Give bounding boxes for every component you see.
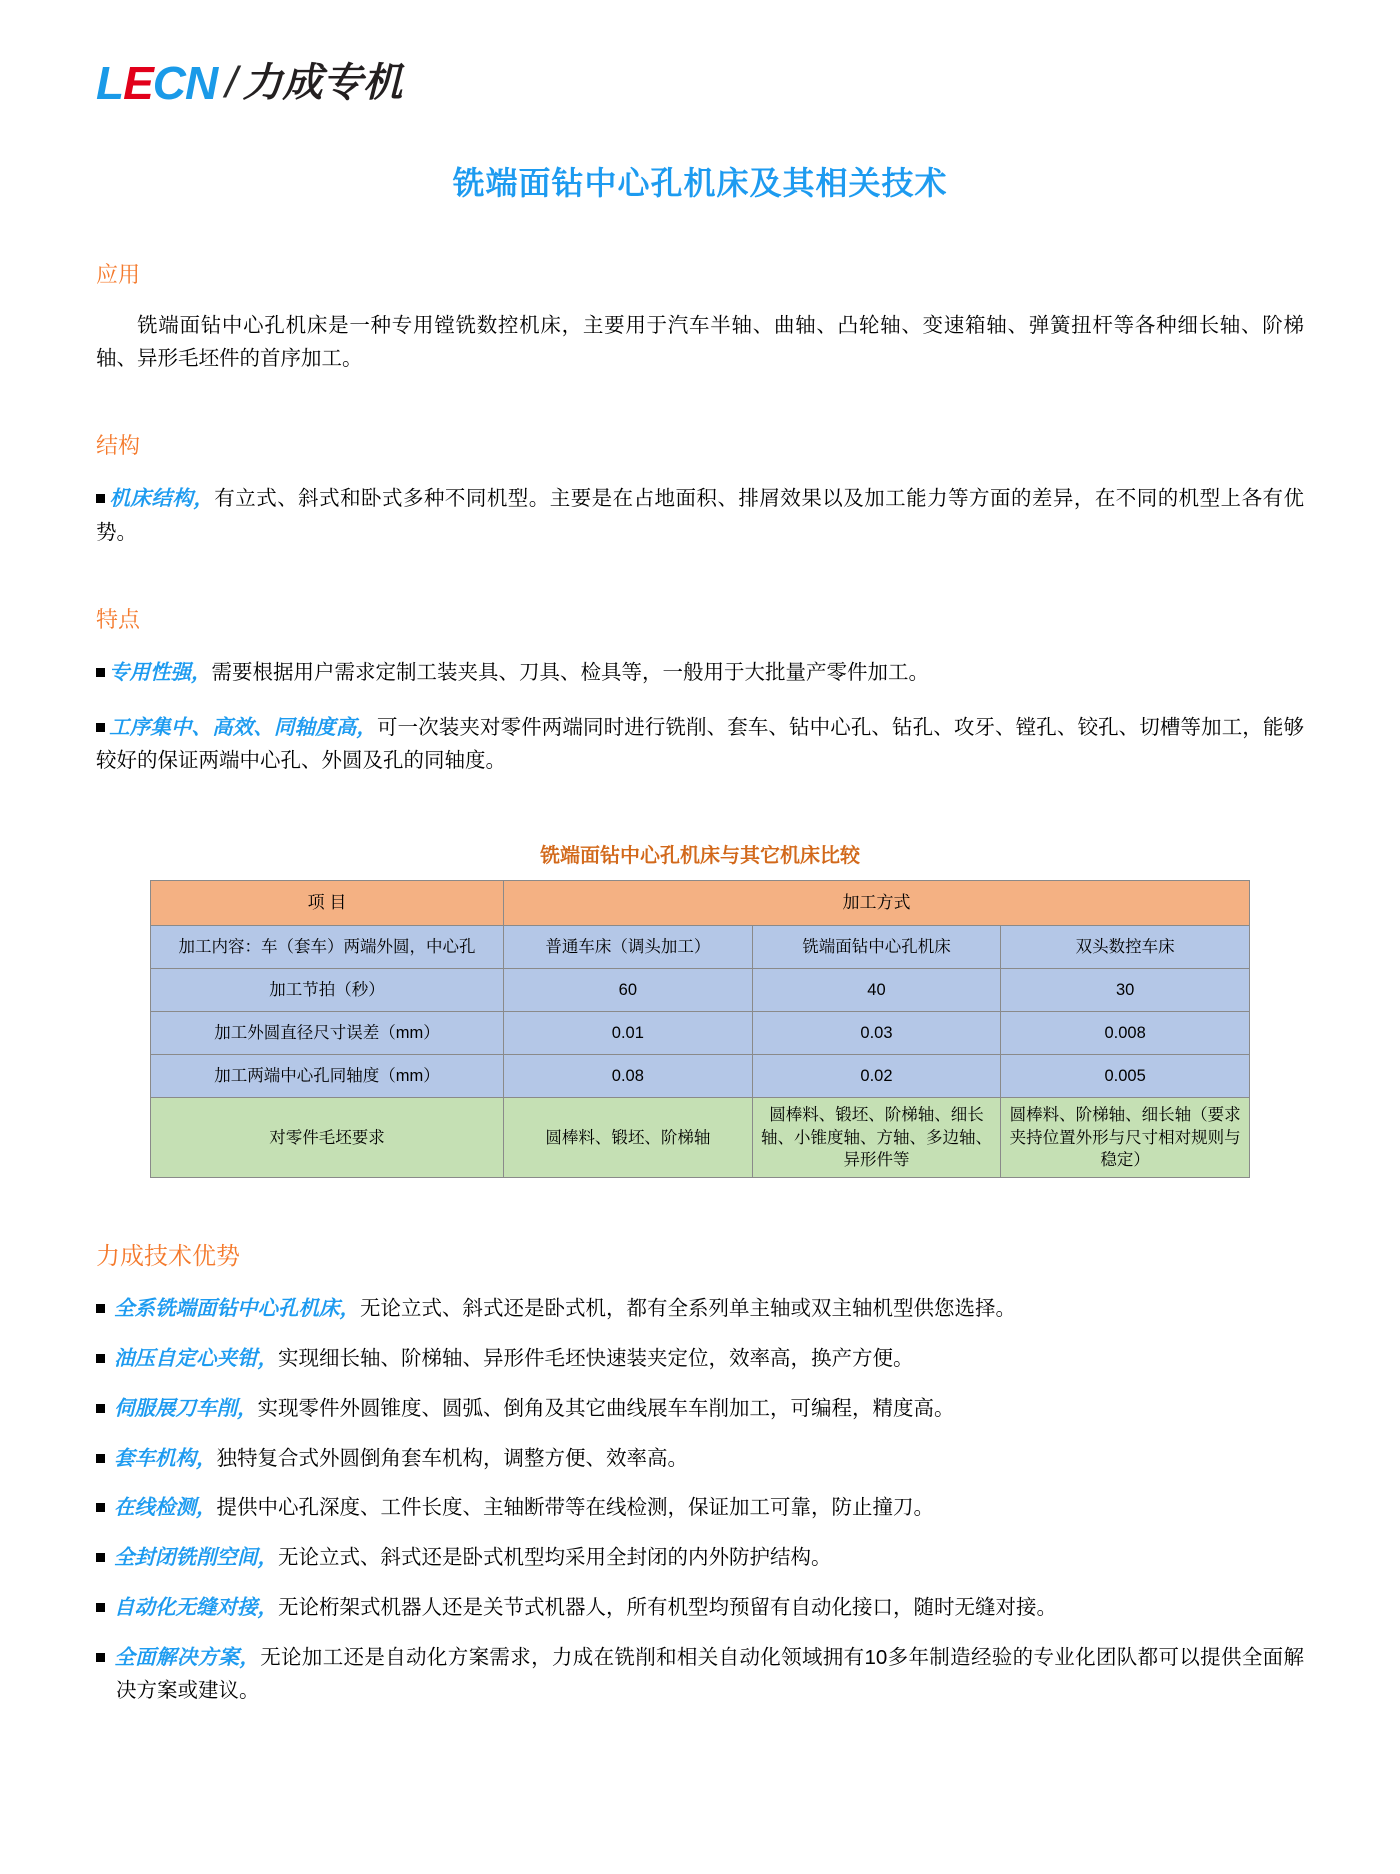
table-cell: 圆棒料、锻坯、阶梯轴、细长轴、小锥度轴、方轴、多边轴、异形件等 <box>752 1098 1001 1178</box>
features-bullet-2 <box>96 711 1304 777</box>
logo-letters-cn: CN <box>152 57 218 109</box>
features-bullet-2-lead: 工序集中、高效、同轴度高， <box>109 716 377 740</box>
comparison-table <box>150 880 1250 1178</box>
advantage-item-text: 提供中心孔深度、工件长度、主轴断带等在线检测，保证加工可靠，防止撞刀。 <box>216 1496 934 1520</box>
advantage-item <box>96 1393 1304 1426</box>
advantage-item-lead: 伺服展刀车削， <box>114 1396 258 1420</box>
square-bullet-icon <box>96 1603 105 1612</box>
table-header-method: 加工方式 <box>504 881 1250 926</box>
table-cell: 0.02 <box>752 1055 1001 1098</box>
features-bullet-2-text: 可一次装夹对零件两端同时进行铣削、套车、钻中心孔、钻孔、攻牙、镗孔、铰孔、切槽等加工，能够较好的保证两端中心孔、外圆及孔的同轴度。 <box>96 716 1305 773</box>
table-row-blank-requirements <box>151 1098 1250 1178</box>
table-header-row <box>151 881 1250 926</box>
square-bullet-icon <box>96 1653 105 1662</box>
table-row-label: 对零件毛坯要求 <box>151 1098 504 1178</box>
section-heading-application: 应用 <box>96 262 141 287</box>
features-bullet-1-text: 需要根据用户需求定制工装夹具、刀具、检具等，一般用于大批量产零件加工。 <box>211 660 929 684</box>
advantage-item <box>96 1343 1304 1376</box>
section-heading-advantages: 力成技术优势 <box>96 1243 240 1271</box>
table-row <box>151 1012 1250 1055</box>
advantage-item <box>96 1293 1304 1326</box>
table-row-label: 加工两端中心孔同轴度（mm） <box>151 1055 504 1098</box>
table-caption: 铣端面钻中心孔机床与其它机床比较 <box>540 845 860 868</box>
square-bullet-icon <box>96 668 105 677</box>
table-subheader-cell: 双头数控车床 <box>1001 926 1250 969</box>
features-bullet-1 <box>96 656 1304 689</box>
advantage-item-lead: 在线检测， <box>114 1496 217 1520</box>
table-row <box>151 1055 1250 1098</box>
table-header-item: 项 目 <box>151 881 504 926</box>
table-cell: 0.03 <box>752 1012 1001 1055</box>
logo-separator-icon: / <box>225 58 237 107</box>
square-bullet-icon <box>96 1503 105 1512</box>
advantage-item-text: 实现零件外圆锥度、圆弧、倒角及其它曲线展车车削加工，可编程，精度高。 <box>257 1396 955 1420</box>
advantage-item-lead: 全封闭铣削空间， <box>114 1546 278 1570</box>
structure-bullet-1-text: 有立式、斜式和卧式多种不同机型。主要是在占地面积、排屑效果以及加工能力等方面的差异，在不同的机型上各有优势。 <box>96 487 1305 544</box>
advantage-item-lead: 自动化无缝对接， <box>114 1596 278 1619</box>
section-paragraph-application: 铣端面钻中心孔机床是一种专用镗铣数控机床，主要用于汽车半轴、曲轴、凸轮轴、变速箱轴、弹簧扭杆等各种细长轴、阶梯轴、异形毛坯件的首序加工。 <box>96 314 1304 371</box>
advantage-item <box>96 1443 1304 1476</box>
advantage-item-text: 无论桁架式机器人还是关节式机器人，所有机型均预留有自动化接口，随时无缝对接。 <box>278 1596 1057 1619</box>
advantage-item-text: 独特复合式外圆倒角套车机构，调整方便、效率高。 <box>216 1446 688 1470</box>
table-cell: 0.08 <box>504 1055 753 1098</box>
advantage-item-text: 无论加工还是自动化方案需求，力成在铣削和相关自动化领域拥有10多年制造经验的专业化团队都可以提供全面解决方案或建议。 <box>116 1645 1304 1702</box>
advantage-item-lead: 全系铣端面钻中心孔机床， <box>114 1297 360 1321</box>
table-cell: 0.008 <box>1001 1012 1250 1055</box>
logo-letter-e: E <box>123 57 153 109</box>
advantage-item-lead: 油压自定心夹钳， <box>114 1347 278 1371</box>
advantage-item-text: 无论立式、斜式还是卧式机型均采用全封闭的内外防护结构。 <box>278 1546 832 1570</box>
advantage-item-lead: 套车机构， <box>114 1446 217 1470</box>
table-row-label: 加工外圆直径尺寸误差（mm） <box>151 1012 504 1055</box>
square-bullet-icon <box>96 1304 105 1313</box>
lecn-logo <box>96 57 403 109</box>
table-subheader-cell: 加工内容：车（套车）两端外圆，中心孔 <box>151 926 504 969</box>
square-bullet-icon <box>96 723 105 732</box>
square-bullet-icon <box>96 1404 105 1413</box>
features-bullet-1-lead: 专用性强， <box>109 660 212 684</box>
table-subheader-row <box>151 926 1250 969</box>
square-bullet-icon <box>96 1454 105 1463</box>
square-bullet-icon <box>96 1553 105 1562</box>
page-bottom-spacer <box>0 1724 1400 1874</box>
advantage-item-text: 无论立式、斜式还是卧式机，都有全系列单主轴或双主轴机型供您选择。 <box>360 1297 1016 1321</box>
table-cell: 圆棒料、锻坯、阶梯轴 <box>504 1098 753 1178</box>
table-cell: 0.01 <box>504 1012 753 1055</box>
table-cell: 圆棒料、阶梯轴、细长轴（要求夹持位置外形与尺寸相对规则与稳定） <box>1001 1098 1250 1178</box>
advantage-item-text: 实现细长轴、阶梯轴、异形件毛坯快速装夹定位，效率高，换产方便。 <box>278 1347 914 1371</box>
table-cell: 60 <box>504 969 753 1012</box>
section-heading-structure: 结构 <box>96 433 141 459</box>
table-subheader-cell: 铣端面钻中心孔机床 <box>752 926 1001 969</box>
section-heading-features: 特点 <box>96 606 141 632</box>
table-row-label: 加工节拍（秒） <box>151 969 504 1012</box>
structure-bullet-1-lead: 机床结构， <box>109 487 215 511</box>
advantage-item <box>96 1592 1304 1625</box>
table-cell: 40 <box>752 969 1001 1012</box>
square-bullet-icon <box>96 494 105 503</box>
advantages-list <box>96 1293 1304 1707</box>
advantage-item <box>96 1492 1304 1525</box>
square-bullet-icon <box>96 1354 105 1363</box>
table-row <box>151 969 1250 1012</box>
brand-header <box>0 0 1400 109</box>
advantage-item <box>96 1642 1304 1708</box>
table-cell: 0.005 <box>1001 1055 1250 1098</box>
table-subheader-cell: 普通车床（调头加工） <box>504 926 753 969</box>
table-cell: 30 <box>1001 969 1250 1012</box>
advantage-item <box>96 1542 1304 1575</box>
logo-letter-l: L <box>96 57 124 109</box>
logo-chinese-name: 力成专机 <box>242 61 403 105</box>
page-title: 铣端面钻中心孔机床及其相关技术 <box>452 165 948 201</box>
advantage-item-lead: 全面解决方案， <box>114 1645 261 1669</box>
structure-bullet-1 <box>96 482 1304 548</box>
